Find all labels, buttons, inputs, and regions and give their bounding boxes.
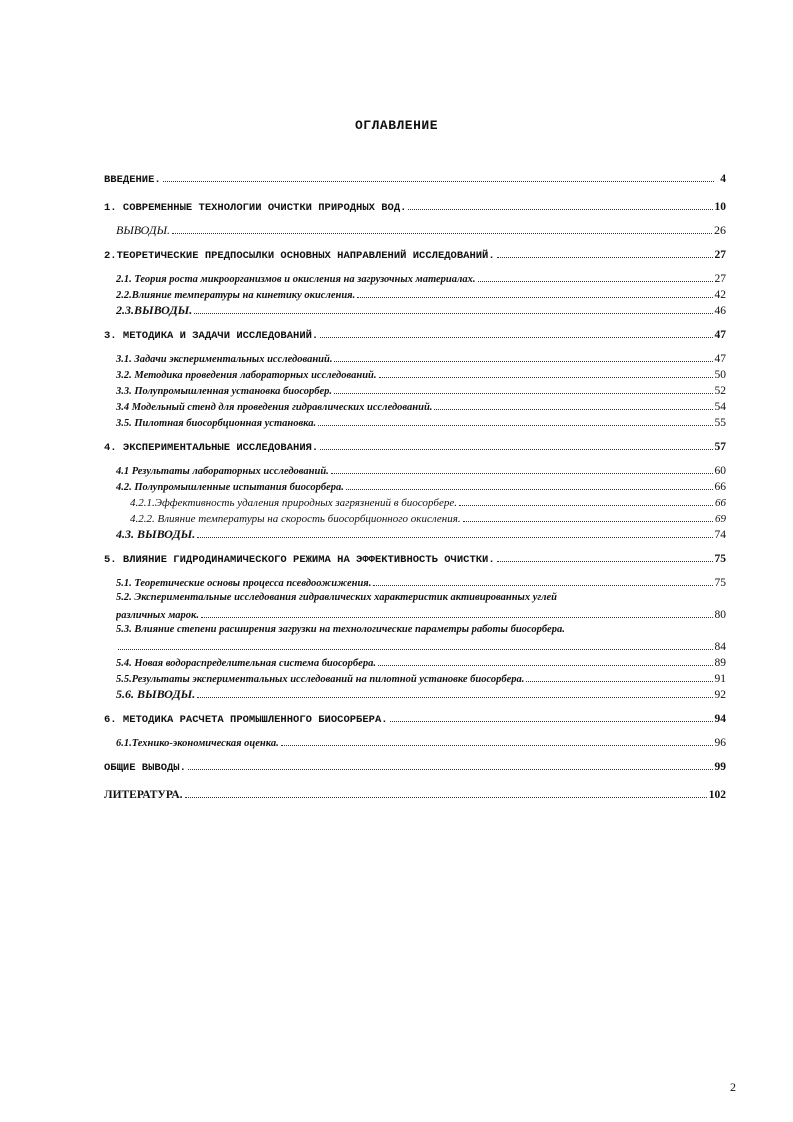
toc-entry-chapter-1[interactable]: 1. СОВРЕМЕННЫЕ ТЕХНОЛОГИИ ОЧИСТКИ ПРИРОДНЫХ ВОД. 10 [104, 198, 726, 214]
toc-entry-chapter-4[interactable]: 4. ЭКСПЕРИМЕНТАЛЬНЫЕ ИССЛЕДОВАНИЯ. 57 [104, 438, 726, 454]
toc-entry-chapter-2[interactable]: 2.ТЕОРЕТИЧЕСКИЕ ПРЕДПОСЫЛКИ ОСНОВНЫХ НАПРАВЛЕНИЙ ИССЛЕДОВАНИЙ. 27 [104, 246, 726, 262]
page-number: 2 [730, 1080, 736, 1094]
toc-entry-3-2[interactable]: 3.2. Методика проведения лабораторных исследований. 50 [104, 366, 726, 382]
toc-entry-5-2-line1[interactable]: 5.2. Экспериментальные исследования гидравлических характеристик активированных углей [116, 592, 558, 603]
toc-entry-6-1[interactable]: 6.1.Технико-экономическая оценка. 96 [104, 734, 726, 750]
toc-entry-2-3[interactable]: 2.3.ВЫВОДЫ. 46 [116, 303, 726, 317]
toc-entry-5-6[interactable]: 5.6. ВЫВОДЫ. 92 [116, 687, 726, 701]
toc-entry-intro[interactable]: ВВЕДЕНИЕ. 4 [104, 170, 726, 186]
toc-entry-4-2-2[interactable]: 4.2.2. Влияние температуры на скорость биосорбционного окисления. 69 [104, 510, 726, 526]
toc-entry-3-5[interactable]: 3.5. Пилотная биосорбционная установка. 55 [104, 414, 726, 430]
toc-entry-chapter-1-conclusions[interactable]: ВЫВОДЫ. 26 [116, 223, 726, 237]
toc-entry-2-1[interactable]: 2.1. Теория роста микроорганизмов и окисления на загрузочных материалах. 27 [104, 270, 726, 286]
toc-entry-4-1[interactable]: 4.1 Результаты лабораторных исследований. 60 [104, 462, 726, 478]
toc-entry-3-4[interactable]: 3.4 Модельный стенд для проведения гидравлических исследований. 54 [104, 398, 726, 414]
toc-entry-2-2[interactable]: 2.2.Влияние температуры на кинетику окисления. 42 [104, 286, 726, 302]
page-title: ОГЛАВЛЕНИЕ [354, 118, 438, 133]
toc-entry-5-4[interactable]: 5.4. Новая водораспределительная система биосорбера. 89 [104, 654, 726, 670]
toc-entry-5-2[interactable]: различных марок. 80 [104, 606, 726, 622]
toc-entry-3-1[interactable]: 3.1. Задачи экспериментальных исследований. 47 [104, 350, 726, 366]
toc-entry-5-5[interactable]: 5.5.Результаты экспериментальных исследований на пилотной установке биосорбера. 91 [104, 670, 726, 686]
toc-entry-4-3[interactable]: 4.3. ВЫВОДЫ. 74 [116, 527, 726, 541]
toc-entry-5-1[interactable]: 5.1. Теоретические основы процесса псевдоожижения. 75 [104, 574, 726, 590]
table-of-contents [104, 170, 726, 802]
toc-entry-chapter-3[interactable]: 3. МЕТОДИКА И ЗАДАЧИ ИССЛЕДОВАНИЙ. 47 [104, 326, 726, 342]
toc-entry-chapter-6[interactable]: 6. МЕТОДИКА РАСЧЕТА ПРОМЫШЛЕННОГО БИОСОРБЕРА. 94 [104, 710, 726, 726]
toc-entry-3-3[interactable]: 3.3. Полупромышленная установка биосорбер. 52 [104, 382, 726, 398]
toc-entry-chapter-5[interactable]: 5. ВЛИЯНИЕ ГИДРОДИНАМИЧЕСКОГО РЕЖИМА НА ЭФФЕКТИВНОСТЬ ОЧИСТКИ. 75 [104, 550, 726, 566]
toc-entry-5-3-line1[interactable]: 5.3. Влияние степени расширения загрузки на технологические параметры работы биосорбера. [116, 624, 565, 635]
toc-entry-literature[interactable]: ЛИТЕРАТУРА. 102 [104, 786, 726, 802]
toc-entry-4-2[interactable]: 4.2. Полупромышленные испытания биосорбера. 66 [104, 478, 726, 494]
toc-entry-4-2-1[interactable]: 4.2.1.Эффективность удаления природных загрязнений в биосорбере. 66 [104, 494, 726, 510]
toc-entry-general-conclusions[interactable]: ОБЩИЕ ВЫВОДЫ. 99 [104, 758, 726, 774]
toc-entry-5-3[interactable]: 84 [104, 638, 726, 654]
